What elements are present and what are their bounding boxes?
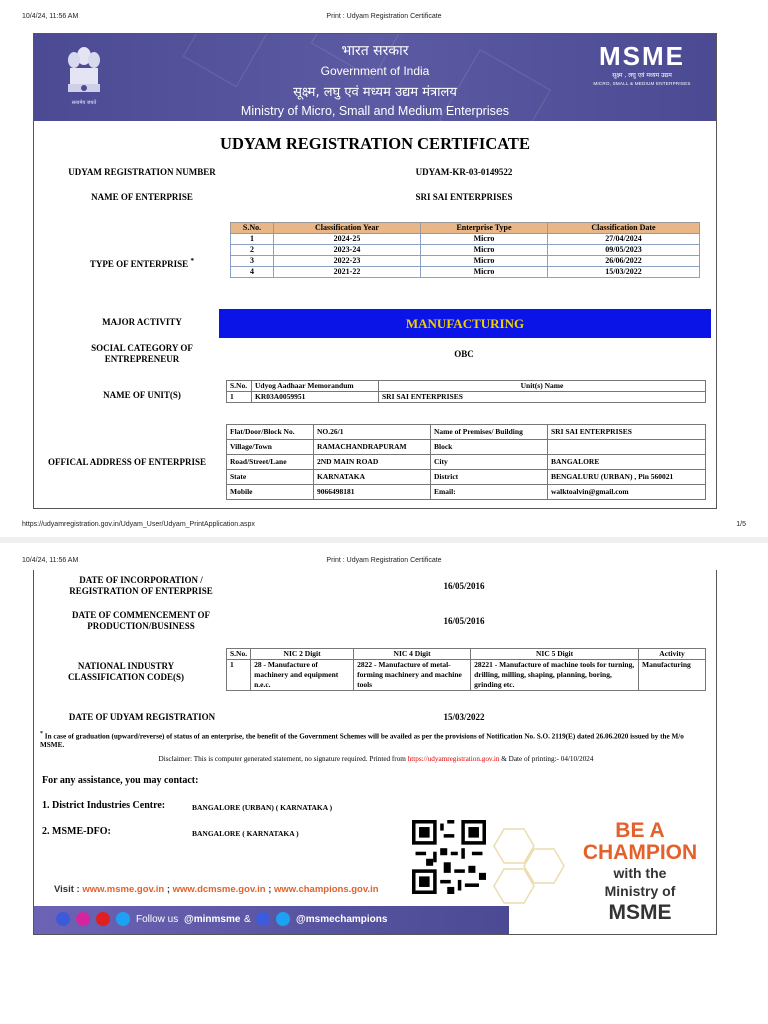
table-row — [227, 470, 706, 485]
print-url[interactable]: https://udyamregistration.gov.in/Udyam_User/Udyam_PrintApplication.aspx — [22, 521, 255, 528]
certificate-page2 — [33, 570, 717, 935]
follow-bar — [34, 906, 509, 934]
table-row — [227, 392, 706, 403]
type-star: * — [190, 256, 195, 265]
table-cell: BANGALORE — [548, 455, 706, 470]
note-star: * — [40, 731, 43, 737]
note-text: In case of graduation (upward/reverse) of status of an enterprise, the benefit of the Government Schemes will be availed as per the provisions of Notification No. S.O. 2119(E) dated 26.06.2020 issued by the M/o MSME. — [40, 732, 684, 750]
table-row — [231, 267, 700, 278]
follow-text: Follow us — [136, 914, 179, 925]
table-cell: KARNATAKA — [314, 470, 431, 485]
ministry-english: Ministry of Micro, Small and Medium Enterprises — [240, 104, 510, 118]
table-cell: SRI SAI ENTERPRISES — [379, 392, 706, 403]
table-cell: BENGALURU (URBAN) , Pin 560021 — [548, 470, 706, 485]
table-cell: Micro — [421, 267, 548, 278]
type-of-enterprise-label — [34, 255, 250, 270]
msme-logo-hindi: सूक्ष्म , लघु एवं मध्यम उद्यम — [612, 72, 672, 79]
table-cell: SRI SAI ENTERPRISES — [548, 425, 706, 440]
table-cell: 1 — [231, 234, 274, 245]
address-table — [226, 424, 706, 500]
table-cell: RAMACHANDRAPURAM — [314, 440, 431, 455]
dic-label: 1. District Industries Centre: — [42, 800, 166, 811]
champ-line-4: Ministry of — [604, 883, 676, 899]
dfo-label: 2. MSME-DFO: — [42, 826, 111, 837]
units-header-row — [227, 381, 706, 392]
disclaimer — [34, 755, 718, 764]
champ-line-1: BE A — [615, 819, 665, 842]
table-cell: 27/04/2024 — [548, 234, 700, 245]
units-table — [226, 380, 706, 403]
social-category: OBC — [454, 349, 474, 359]
table-cell: Block — [431, 440, 548, 455]
table-cell: 28 - Manufacture of machinery and equipment n.e.c. — [251, 660, 354, 691]
table-header: S.No. — [227, 649, 251, 660]
table-row — [227, 455, 706, 470]
classification-table — [230, 222, 700, 278]
units-label: NAME OF UNIT(S) — [103, 390, 181, 400]
print-datetime: 10/4/24, 11:56 AM — [22, 557, 79, 564]
udyam-date-label: DATE OF UDYAM REGISTRATION — [68, 712, 216, 722]
social-category-label: SOCIAL CATEGORY OF ENTREPRENEUR — [91, 343, 193, 364]
table-cell: 2822 - Manufacture of metal-forming machinery and machine tools — [354, 660, 471, 691]
udyam-date: 15/03/2022 — [443, 712, 485, 722]
major-activity-label: MAJOR ACTIVITY — [102, 317, 182, 327]
reg-number: UDYAM-KR-03-0149522 — [415, 167, 513, 177]
table-cell: 15/03/2022 — [548, 267, 700, 278]
table-cell: walktoalvin@gmail.com — [548, 485, 706, 500]
disclaimer-link[interactable]: https://udyamregistration.gov.in — [407, 755, 500, 763]
page1-print-header — [0, 13, 768, 25]
twitter-icon[interactable] — [116, 912, 130, 926]
table-cell: Name of Premises/ Building — [431, 425, 548, 440]
table-header: Enterprise Type — [421, 223, 548, 234]
gov-english: Government of India — [320, 64, 430, 78]
table-cell: Email: — [431, 485, 548, 500]
link-champions[interactable]: www.champions.gov.in — [274, 884, 379, 895]
table-row — [227, 440, 706, 455]
graduation-note — [40, 730, 708, 750]
commencement-date: 16/05/2016 — [443, 616, 485, 626]
table-header: Classification Date — [548, 223, 700, 234]
print-datetime: 10/4/24, 11:56 AM — [22, 13, 79, 20]
table-header: Unit(s) Name — [379, 381, 706, 392]
major-activity-value: MANUFACTURING — [219, 309, 711, 338]
table-cell: City — [431, 455, 548, 470]
table-cell: 1 — [227, 392, 252, 403]
disclaimer-suffix: & Date of printing:- 04/10/2024 — [501, 755, 594, 763]
handle-minmsme[interactable]: @minmsme — [184, 914, 241, 925]
qr-code — [412, 820, 486, 894]
champ-line-2: CHAMPION — [582, 841, 698, 864]
dic-value: BANGALORE (URBAN) ( KARNATAKA ) — [192, 803, 333, 812]
facebook-icon[interactable] — [256, 912, 270, 926]
facebook-icon[interactable] — [56, 912, 70, 926]
ministry-hindi: सूक्ष्म, लघु एवं मध्यम उद्यम मंत्रालय — [293, 85, 457, 100]
emblem-caption: सत्यमेव जयते — [71, 100, 97, 106]
table-cell: 2022-23 — [274, 256, 421, 267]
table-row — [231, 245, 700, 256]
table-cell: 2ND MAIN ROAD — [314, 455, 431, 470]
table-cell: 26/06/2022 — [548, 256, 700, 267]
table-cell: KR03A0059951 — [252, 392, 379, 403]
table-cell: 2 — [231, 245, 274, 256]
certificate-title: UDYAM REGISTRATION CERTIFICATE — [220, 134, 530, 153]
nic-label: NATIONAL INDUSTRY CLASSIFICATION CODE(S) — [67, 661, 185, 682]
incorporation-date: 16/05/2016 — [443, 581, 485, 591]
handle-separator: & — [244, 914, 251, 925]
table-row — [227, 425, 706, 440]
reg-number-label: UDYAM REGISTRATION NUMBER — [68, 167, 216, 177]
page2-print-header — [0, 557, 768, 569]
champ-line-5: MSME — [608, 901, 672, 924]
dfo-value: BANGALORE ( KARNATAKA ) — [192, 829, 299, 838]
link-dcmsme[interactable]: www.dcmsme.gov.in — [172, 884, 266, 895]
table-cell: 3 — [231, 256, 274, 267]
table-cell: Micro — [421, 245, 548, 256]
assist-heading: For any assistance, you may contact: — [42, 775, 199, 786]
table-header: S.No. — [227, 381, 252, 392]
nic-header-row — [227, 649, 706, 660]
msme-logo — [590, 42, 694, 86]
qr-code-icon — [412, 820, 486, 894]
visit-prefix: Visit : — [54, 884, 80, 895]
table-header: S.No. — [231, 223, 274, 234]
table-cell: 9066498181 — [314, 485, 431, 500]
classification-header-row — [231, 223, 700, 234]
handle-msmechampions[interactable]: @msmechampions — [296, 914, 388, 925]
table-header: Activity — [639, 649, 706, 660]
table-header: NIC 4 Digit — [354, 649, 471, 660]
msme-logo-english: MICRO, SMALL & MEDIUM ENTERPRISES — [593, 81, 691, 86]
table-cell: Micro — [421, 234, 548, 245]
table-cell: 2023-24 — [274, 245, 421, 256]
page-separator — [0, 537, 768, 543]
page-number: 1/5 — [736, 521, 746, 528]
table-cell: 4 — [231, 267, 274, 278]
certificate-page1 — [33, 33, 717, 509]
table-cell: 1 — [227, 660, 251, 691]
nic-table — [226, 648, 706, 691]
instagram-icon[interactable] — [76, 912, 90, 926]
enterprise-name: SRI SAI ENTERPRISES — [415, 192, 513, 202]
incorporation-label: DATE OF INCORPORATION / REGISTRATION OF ENTERPRISE — [69, 575, 213, 596]
table-header: NIC 2 Digit — [251, 649, 354, 660]
table-cell: State — [227, 470, 314, 485]
table-cell: Village/Town — [227, 440, 314, 455]
youtube-icon[interactable] — [96, 912, 110, 926]
table-cell: 2024-25 — [274, 234, 421, 245]
hexagon-pattern-icon — [474, 824, 574, 914]
disclaimer-prefix: Disclaimer: This is computer generated statement, no signature required. Printed from — [158, 755, 406, 763]
table-row — [227, 485, 706, 500]
link-msme[interactable]: www.msme.gov.in — [82, 884, 165, 895]
table-header: Udyog Aadhaar Memorandum — [252, 381, 379, 392]
table-header: NIC 5 Digit — [471, 649, 639, 660]
twitter-icon[interactable] — [276, 912, 290, 926]
page1-print-footer — [0, 521, 768, 533]
enterprise-name-label: NAME OF ENTERPRISE — [91, 192, 193, 202]
address-label: OFFICAL ADDRESS OF ENTERPRISE — [48, 457, 206, 467]
type-label-text: TYPE OF ENTERPRISE — [89, 259, 189, 269]
certificate-banner — [34, 34, 716, 121]
champ-line-3: with the — [613, 865, 667, 881]
table-row — [227, 660, 706, 691]
commencement-label: DATE OF COMMENCEMENT OF PRODUCTION/BUSINESS — [71, 610, 211, 631]
table-cell: Manufacturing — [639, 660, 706, 691]
gov-hindi: भारत सरकार — [341, 43, 409, 59]
print-title: Print : Udyam Registration Certificate — [326, 557, 442, 564]
table-cell: Micro — [421, 256, 548, 267]
table-cell: District — [431, 470, 548, 485]
table-cell: Flat/Door/Block No. — [227, 425, 314, 440]
table-row — [231, 234, 700, 245]
table-cell: 28221 - Manufacture of machine tools for turning, drilling, milling, shaping, planning, boring, grinding etc. — [471, 660, 639, 691]
table-cell: 09/05/2023 — [548, 245, 700, 256]
table-cell: Road/Street/Lane — [227, 455, 314, 470]
table-cell — [548, 440, 706, 455]
visit-separator: ; — [268, 884, 272, 895]
table-cell: Mobile — [227, 485, 314, 500]
table-row — [231, 256, 700, 267]
champion-slogan — [570, 820, 710, 926]
visit-separator: ; — [166, 884, 170, 895]
visit-links — [54, 884, 379, 895]
table-header: Classification Year — [274, 223, 421, 234]
table-cell: 2021-22 — [274, 267, 421, 278]
msme-logo-text: MSME — [599, 41, 685, 71]
promo-banner — [34, 814, 716, 934]
print-title: Print : Udyam Registration Certificate — [326, 13, 442, 20]
table-cell: NO.26/1 — [314, 425, 431, 440]
